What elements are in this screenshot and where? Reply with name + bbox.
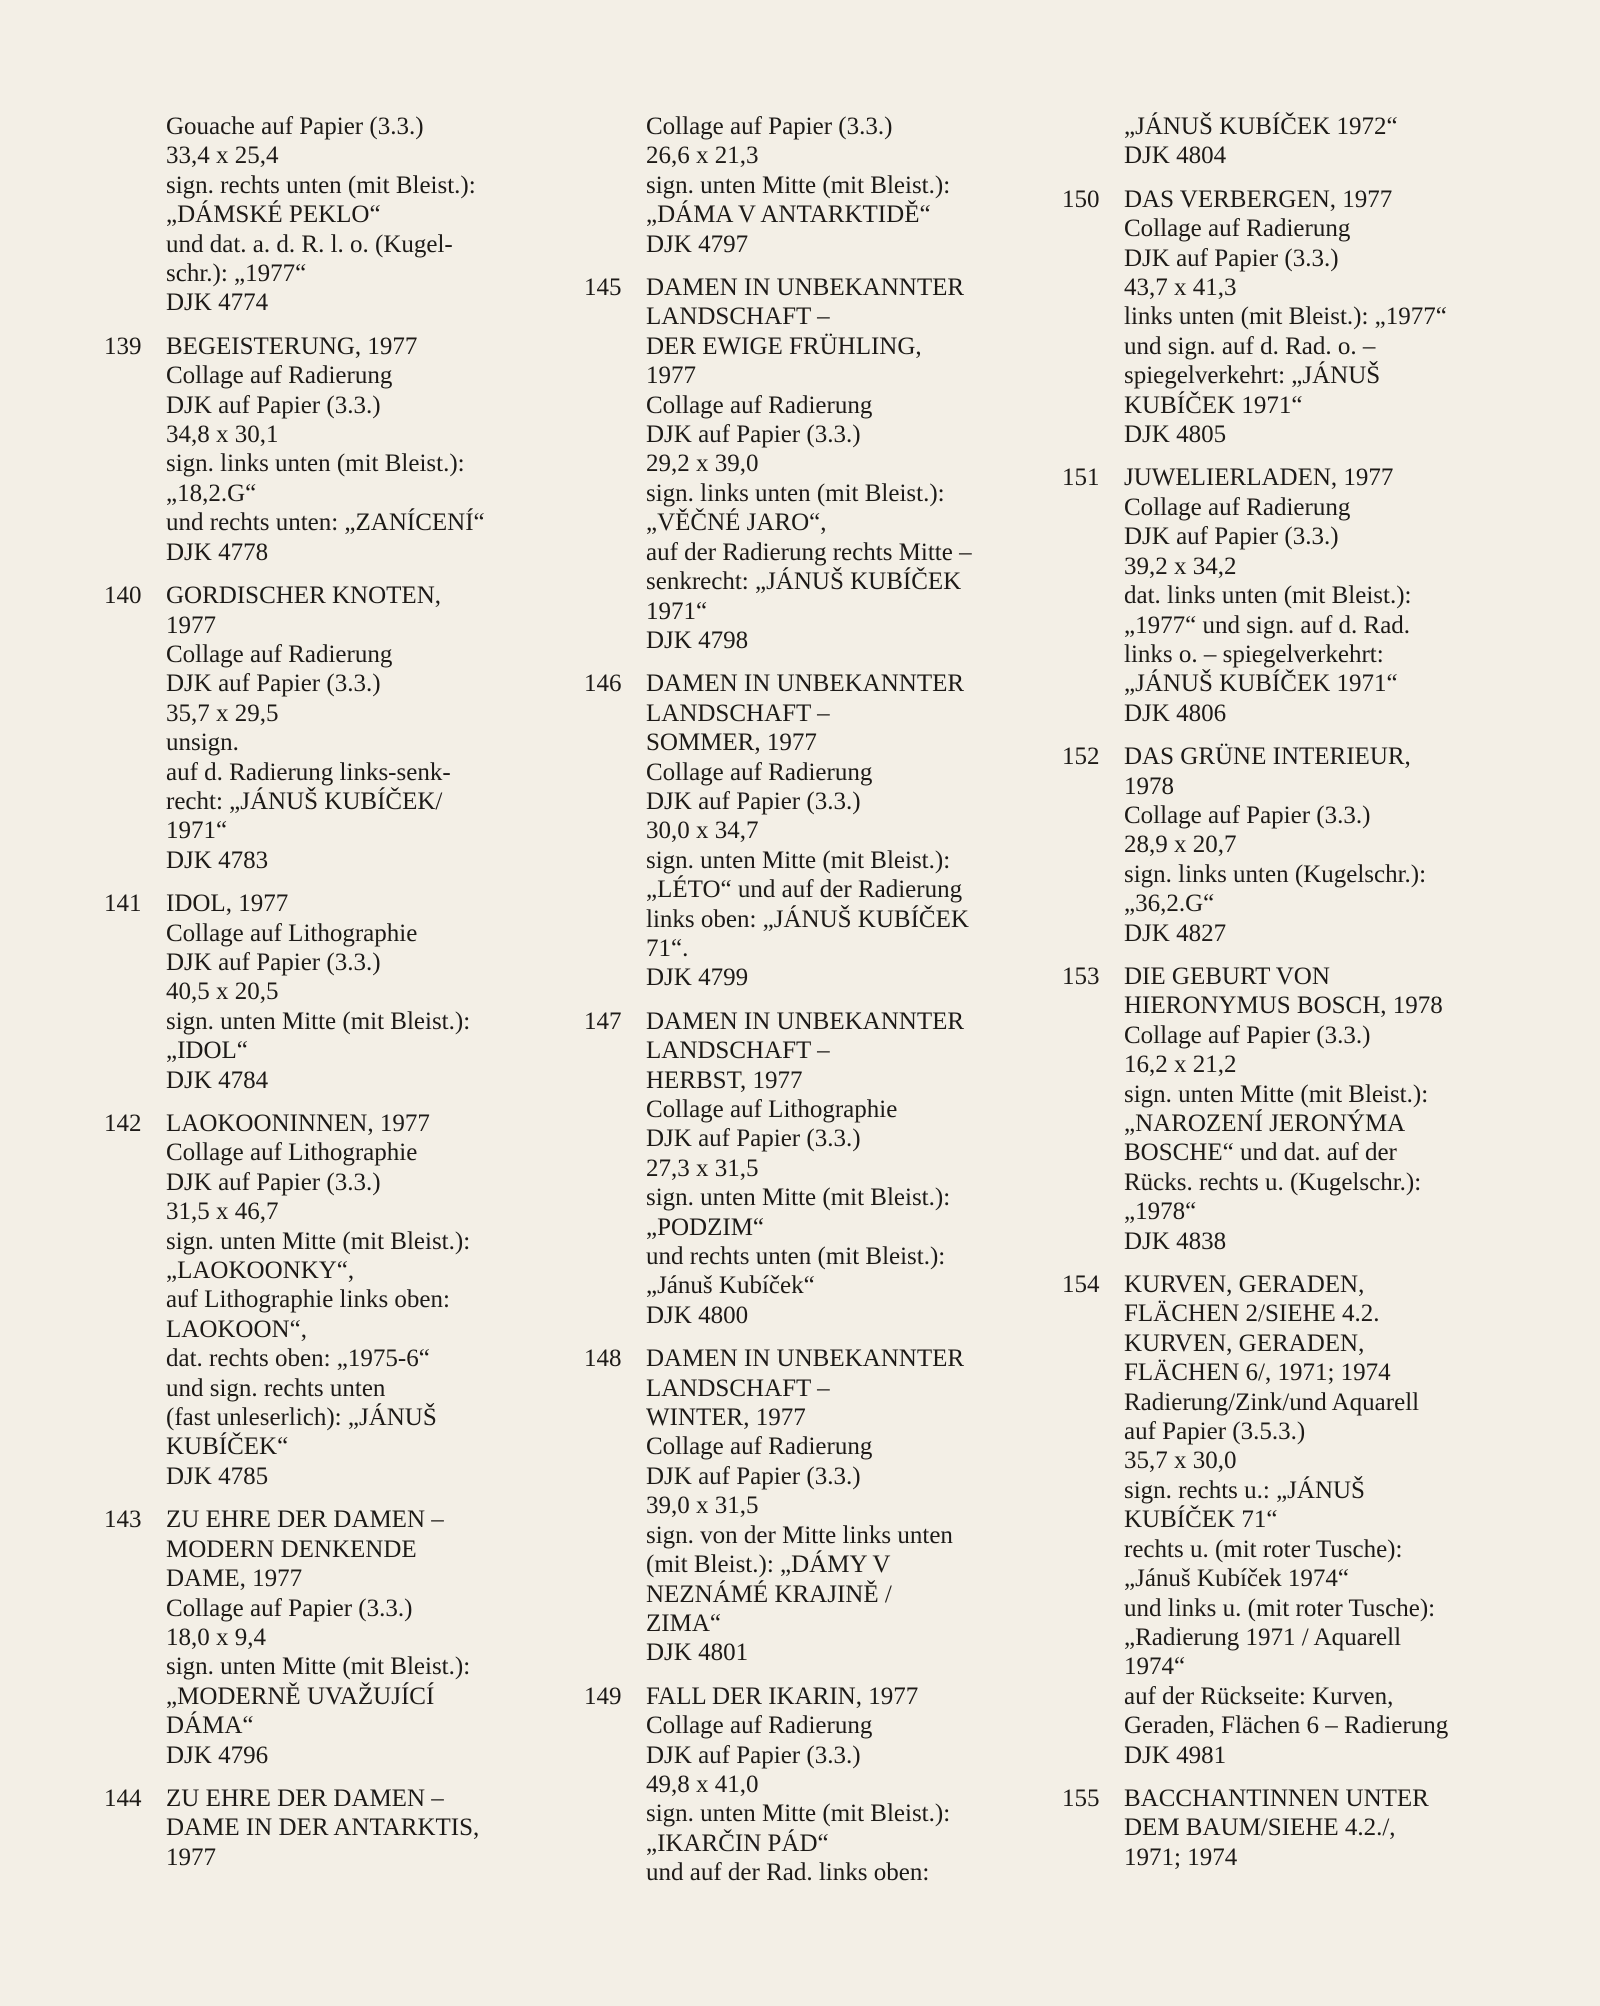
entry-line: Rücks. rechts u. (Kugelschr.): <box>1124 1168 1422 1196</box>
entry-number: 154 <box>1062 1271 1100 1299</box>
entry-line: DIE GEBURT VON <box>1124 962 1330 990</box>
entry-line: DÁMA“ <box>166 1712 254 1740</box>
entry-line: sign. unten Mitte (mit Bleist.): <box>646 846 951 874</box>
entry-line: DAME, 1977 <box>166 1565 303 1593</box>
entry-line: „JÁNUŠ KUBÍČEK 1972“ <box>1124 113 1398 140</box>
entry-line: GORDISCHER KNOTEN, <box>166 582 441 610</box>
entry-line: DJK 4827 <box>1124 919 1227 947</box>
entry-line: „36,2.G“ <box>1124 890 1215 918</box>
entry-line: DER EWIGE FRÜHLING, <box>646 332 922 360</box>
entry-number: 142 <box>104 1110 142 1137</box>
entry-line: links o. – spiegelverkehrt: <box>1124 640 1384 668</box>
catalog-entry-142 <box>104 1109 534 1491</box>
entry-line: 1974“ <box>1124 1653 1186 1681</box>
entry-line: „VĚČNÉ JARO“, <box>646 509 827 537</box>
entry-line: 40,5 x 20,5 <box>166 978 279 1006</box>
entry-line: DJK 4800 <box>646 1301 749 1329</box>
entry-line: sign. unten Mitte (mit Bleist.): <box>166 1227 471 1255</box>
entry-number: 152 <box>1062 743 1100 771</box>
entry-number: 153 <box>1062 962 1100 990</box>
entry-line: DJK 4798 <box>646 626 749 654</box>
entry-line: HERBST, 1977 <box>646 1066 803 1094</box>
entry-line: LAOKOON“, <box>166 1315 307 1343</box>
entry-line: dat. rechts oben: „1975-6“ <box>166 1345 430 1373</box>
entry-number: 146 <box>584 670 622 698</box>
catalog-entry-144 <box>104 1784 534 1872</box>
entry-line: auf Lithographie links oben: <box>166 1286 450 1314</box>
entry-line: BACCHANTINNEN UNTER <box>1124 1784 1429 1812</box>
entry-line: Collage auf Radierung <box>646 1712 873 1740</box>
entry-line: sign. unten Mitte (mit Bleist.): <box>1124 1080 1429 1108</box>
entry-line: 1971“ <box>166 817 228 845</box>
entry-text <box>166 332 534 567</box>
entry-line: „NAROZENÍ JERONÝMA <box>1124 1110 1406 1137</box>
catalog-entry-139 <box>104 332 534 567</box>
entry-line: DJK 4838 <box>1124 1227 1227 1255</box>
entry-line: DJK 4783 <box>166 846 269 874</box>
entry-line: Collage auf Radierung <box>646 1433 873 1461</box>
entry-number: 140 <box>104 582 142 610</box>
entry-line: sign. links unten (mit Bleist.): <box>166 450 465 478</box>
entry-line: 35,7 x 29,5 <box>166 699 279 727</box>
entry-line: sign. von der Mitte links unten <box>646 1521 953 1549</box>
entry-number: 139 <box>104 332 142 360</box>
entry-line: LAOKOONINNEN, 1977 <box>166 1110 430 1137</box>
entry-line: und auf der Rad. links oben: <box>646 1859 930 1887</box>
catalog-entry-152 <box>1062 742 1522 948</box>
entry-line: LANDSCHAFT – <box>646 303 830 331</box>
entry-line: unsign. <box>166 729 239 757</box>
entry-line: (mit Bleist.): „DÁMY V <box>646 1551 891 1579</box>
entry-line: DJK 4785 <box>166 1462 269 1490</box>
entry-text <box>166 1109 534 1491</box>
catalog-entry-155 <box>1062 1784 1522 1872</box>
catalog-entry-146 <box>584 669 1044 992</box>
entry-line: „LÉTO“ und auf der Radierung <box>646 876 963 904</box>
entry-line: ZIMA“ <box>646 1609 721 1637</box>
entry-line: 39,2 x 34,2 <box>1124 552 1237 580</box>
entry-line: BEGEISTERUNG, 1977 <box>166 332 418 360</box>
entry-line: sign. unten Mitte (mit Bleist.): <box>646 1184 951 1212</box>
entry-number: 155 <box>1062 1784 1100 1812</box>
entry-line: DJK 4797 <box>646 230 749 258</box>
entry-line: Geraden, Flächen 6 – Radierung <box>1124 1712 1449 1740</box>
entry-line: DAMEN IN UNBEKANNTER <box>646 1007 965 1035</box>
entry-line: „LAOKOONKY“, <box>166 1257 355 1285</box>
entry-number: 143 <box>104 1506 142 1534</box>
entry-line: und sign. auf d. Rad. o. – <box>1124 332 1376 360</box>
column-1 <box>104 112 534 1886</box>
entry-line: SOMMER, 1977 <box>646 729 817 757</box>
entry-text <box>646 273 1044 655</box>
entry-line: spiegelverkehrt: „JÁNUŠ <box>1124 362 1381 390</box>
entry-line: „1977“ und sign. auf d. Rad. <box>1124 611 1411 639</box>
catalog-entry-continued <box>584 112 1044 259</box>
entry-line: DAMEN IN UNBEKANNTER <box>646 670 965 698</box>
entry-line: DJK 4778 <box>166 538 269 566</box>
entry-line: Collage auf Radierung <box>166 640 393 668</box>
entry-line: auf Papier (3.5.3.) <box>1124 1418 1306 1446</box>
entry-line: auf der Rückseite: Kurven, <box>1124 1682 1394 1710</box>
entry-text <box>646 112 1044 259</box>
column-3 <box>1062 112 1522 1886</box>
entry-number <box>1062 112 1124 171</box>
entry-number: 151 <box>1062 464 1100 492</box>
entry-line: „DÁMA V ANTARKTIDĚ“ <box>646 201 931 229</box>
entry-text <box>166 581 534 875</box>
entry-line: Collage auf Radierung <box>1124 215 1351 243</box>
entry-line: dat. links unten (mit Bleist.): <box>1124 582 1412 610</box>
entry-line: Collage auf Papier (3.3.) <box>1124 801 1371 829</box>
entry-line: DAS GRÜNE INTERIEUR, <box>1124 743 1411 771</box>
entry-line: Collage auf Papier (3.3.) <box>166 1594 413 1622</box>
entry-line: Collage auf Lithographie <box>166 1139 418 1167</box>
entry-text <box>646 1007 1044 1330</box>
entry-line: 1978 <box>1124 772 1174 800</box>
entry-line: „1978“ <box>1124 1198 1197 1226</box>
entry-line: DAMEN IN UNBEKANNTER <box>646 274 965 302</box>
entry-text <box>1124 742 1522 948</box>
entry-line: KURVEN, GERADEN, <box>1124 1329 1365 1357</box>
entry-number: 148 <box>584 1345 622 1373</box>
entry-line: 35,7 x 30,0 <box>1124 1447 1237 1475</box>
entry-line: schr.): „1977“ <box>166 260 307 288</box>
entry-text <box>646 1344 1044 1667</box>
entry-line: Collage auf Lithographie <box>166 919 418 947</box>
catalog-entry-151 <box>1062 463 1522 728</box>
entry-line: DJK auf Papier (3.3.) <box>166 1168 381 1196</box>
entry-line: DJK 4796 <box>166 1741 269 1769</box>
entry-line: NEZNÁMÉ KRAJINĚ / <box>646 1580 892 1608</box>
entry-line: LANDSCHAFT – <box>646 1374 830 1402</box>
entry-line: sign. links unten (Kugelschr.): <box>1124 860 1427 888</box>
entry-line: auf d. Radierung links-senk- <box>166 758 451 786</box>
entry-line: DJK auf Papier (3.3.) <box>646 787 861 815</box>
entry-number: 141 <box>104 890 142 918</box>
entry-text <box>166 1784 534 1872</box>
entry-line: und sign. rechts unten <box>166 1374 386 1402</box>
entry-line: DJK auf Papier (3.3.) <box>166 948 381 976</box>
entry-line: 31,5 x 46,7 <box>166 1198 279 1226</box>
entry-line: (fast unleserlich): „JÁNUŠ <box>166 1404 437 1432</box>
entry-line: und links u. (mit roter Tusche): <box>1124 1594 1436 1622</box>
entry-line: 43,7 x 41,3 <box>1124 274 1237 302</box>
entry-line: LANDSCHAFT – <box>646 699 830 727</box>
entry-line: Collage auf Papier (3.3.) <box>1124 1021 1371 1049</box>
entry-line: sign. unten Mitte (mit Bleist.): <box>166 1007 471 1035</box>
entry-line: senkrecht: „JÁNUŠ KUBÍČEK <box>646 568 962 596</box>
entry-line: IDOL, 1977 <box>166 890 289 918</box>
entry-line: DJK 4799 <box>646 964 749 992</box>
entry-line: KUBÍČEK“ <box>166 1433 289 1461</box>
entry-line: „18,2.G“ <box>166 479 257 507</box>
entry-line: DJK 4981 <box>1124 1741 1227 1769</box>
entry-text <box>1124 185 1522 450</box>
entry-line: 27,3 x 31,5 <box>646 1154 759 1182</box>
entry-number: 147 <box>584 1007 622 1035</box>
entry-line: 39,0 x 31,5 <box>646 1492 759 1520</box>
entry-line: DAMEN IN UNBEKANNTER <box>646 1345 965 1373</box>
entry-line: ZU EHRE DER DAMEN – <box>166 1506 444 1534</box>
entry-line: 30,0 x 34,7 <box>646 817 759 845</box>
entry-text <box>166 1505 534 1770</box>
catalog-entry-148 <box>584 1344 1044 1667</box>
entry-line: 18,0 x 9,4 <box>166 1623 266 1651</box>
entry-line: DJK auf Papier (3.3.) <box>646 1741 861 1769</box>
entry-text <box>1124 463 1522 728</box>
entry-text <box>166 112 534 318</box>
entry-number: 150 <box>1062 185 1100 213</box>
entry-line: 1971; 1974 <box>1124 1843 1238 1871</box>
column-2 <box>584 112 1044 1902</box>
entry-line: DAME IN DER ANTARKTIS, <box>166 1814 480 1842</box>
entry-line: auf der Radierung rechts Mitte – <box>646 538 972 566</box>
entry-line: DJK auf Papier (3.3.) <box>646 1462 861 1490</box>
entry-line: DAS VERBERGEN, 1977 <box>1124 185 1393 213</box>
entry-line: DJK 4801 <box>646 1639 749 1667</box>
catalog-entry-147 <box>584 1007 1044 1330</box>
entry-line: 26,6 x 21,3 <box>646 142 759 170</box>
entry-line: Radierung/Zink/und Aquarell <box>1124 1388 1420 1416</box>
entry-line: links unten (mit Bleist.): „1977“ <box>1124 303 1447 331</box>
entry-number: 149 <box>584 1682 622 1710</box>
entry-line: 1977 <box>166 611 216 639</box>
entry-line: links oben: „JÁNUŠ KUBÍČEK <box>646 905 969 933</box>
entry-text <box>646 1682 1044 1888</box>
entry-line: rechts u. (mit roter Tusche): <box>1124 1535 1403 1563</box>
catalog-entry-145 <box>584 273 1044 655</box>
catalog-entry-150 <box>1062 185 1522 450</box>
entry-line: 33,4 x 25,4 <box>166 142 279 170</box>
entry-line: FLÄCHEN 6/, 1971; 1974 <box>1124 1359 1391 1387</box>
entry-line: ZU EHRE DER DAMEN – <box>166 1784 444 1812</box>
entry-line: „IKARČIN PÁD“ <box>646 1829 829 1857</box>
catalog-entry-143 <box>104 1505 534 1770</box>
entry-line: Collage auf Lithographie <box>646 1096 898 1123</box>
entry-line: DJK 4784 <box>166 1066 269 1094</box>
entry-line: und rechts unten (mit Bleist.): <box>646 1243 946 1271</box>
entry-line: sign. links unten (mit Bleist.): <box>646 479 945 507</box>
entry-line: Gouache auf Papier (3.3.) <box>166 113 424 140</box>
entry-line: 29,2 x 39,0 <box>646 450 759 478</box>
entry-line: DJK 4774 <box>166 289 269 317</box>
entry-line: „JÁNUŠ KUBÍČEK 1971“ <box>1124 670 1398 698</box>
entry-line: DJK auf Papier (3.3.) <box>166 670 381 698</box>
catalog-entry-154 <box>1062 1270 1522 1770</box>
entry-line: recht: „JÁNUŠ KUBÍČEK/ <box>166 787 443 815</box>
entry-text <box>646 669 1044 992</box>
catalog-entry-continued <box>104 112 534 318</box>
entry-text <box>1124 1784 1522 1872</box>
entry-line: und dat. a. d. R. l. o. (Kugel- <box>166 230 453 258</box>
entry-line: Collage auf Radierung <box>166 362 393 390</box>
entry-line: „PODZIM“ <box>646 1213 765 1241</box>
entry-line: KURVEN, GERADEN, <box>1124 1271 1365 1299</box>
entry-line: Collage auf Radierung <box>646 391 873 419</box>
entry-text <box>1124 962 1522 1256</box>
entry-line: LANDSCHAFT – <box>646 1037 830 1065</box>
entry-line: „Jánuš Kubíček“ <box>646 1272 815 1300</box>
entry-line: BOSCHE“ und dat. auf der <box>1124 1139 1397 1167</box>
entry-line: WINTER, 1977 <box>646 1404 806 1432</box>
entry-line: „MODERNĚ UVAŽUJÍCÍ <box>166 1682 435 1710</box>
entry-line: 1977 <box>646 362 696 390</box>
entry-line: „DÁMSKÉ PEKLO“ <box>166 201 381 229</box>
entry-text <box>1124 1270 1522 1770</box>
entry-line: Collage auf Papier (3.3.) <box>646 113 893 140</box>
entry-line: JUWELIERLADEN, 1977 <box>1124 464 1394 492</box>
entry-line: HIERONYMUS BOSCH, 1978 <box>1124 992 1443 1020</box>
entry-text <box>166 889 534 1095</box>
entry-line: MODERN DENKENDE <box>166 1535 417 1563</box>
entry-line: „Radierung 1971 / Aquarell <box>1124 1623 1402 1651</box>
entry-line: DJK 4804 <box>1124 142 1227 170</box>
entry-number <box>104 112 166 318</box>
entry-line: DJK 4806 <box>1124 699 1227 727</box>
entry-line: KUBÍČEK 1971“ <box>1124 391 1303 419</box>
entry-line: 49,8 x 41,0 <box>646 1770 759 1798</box>
entry-text <box>1124 112 1522 171</box>
entry-line: DJK auf Papier (3.3.) <box>1124 244 1339 272</box>
entry-line: KUBÍČEK 71“ <box>1124 1506 1278 1534</box>
catalog-entry-continued <box>1062 112 1522 171</box>
catalog-entry-149 <box>584 1682 1044 1888</box>
entry-number <box>584 112 646 259</box>
entry-number: 145 <box>584 274 622 302</box>
catalog-entry-153 <box>1062 962 1522 1256</box>
entry-line: sign. rechts u.: „JÁNUŠ <box>1124 1476 1365 1504</box>
entry-line: FLÄCHEN 2/SIEHE 4.2. <box>1124 1300 1380 1328</box>
entry-line: sign. unten Mitte (mit Bleist.): <box>646 1800 951 1828</box>
entry-line: 28,9 x 20,7 <box>1124 831 1237 859</box>
entry-line: FALL DER IKARIN, 1977 <box>646 1682 919 1710</box>
entry-line: sign. unten Mitte (mit Bleist.): <box>646 171 951 199</box>
catalog-entry-140 <box>104 581 534 875</box>
entry-line: Collage auf Radierung <box>1124 493 1351 521</box>
entry-line: 1977 <box>166 1843 216 1871</box>
entry-line: und rechts unten: „ZANÍCENÍ“ <box>166 509 485 537</box>
entry-line: 71“. <box>646 934 689 962</box>
entry-line: DJK 4805 <box>1124 421 1227 449</box>
entry-line: sign. unten Mitte (mit Bleist.): <box>166 1653 471 1681</box>
entry-line: Collage auf Radierung <box>646 758 873 786</box>
entry-line: DJK auf Papier (3.3.) <box>166 391 381 419</box>
entry-line: „Jánuš Kubíček 1974“ <box>1124 1565 1349 1593</box>
entry-line: 16,2 x 21,2 <box>1124 1051 1237 1079</box>
entry-line: DJK auf Papier (3.3.) <box>646 1125 861 1153</box>
entry-line: sign. rechts unten (mit Bleist.): <box>166 171 476 199</box>
entry-line: 34,8 x 30,1 <box>166 421 279 449</box>
entry-line: „IDOL“ <box>166 1037 248 1065</box>
catalog-entry-141 <box>104 889 534 1095</box>
entry-line: DJK auf Papier (3.3.) <box>1124 523 1339 551</box>
entry-line: DEM BAUM/SIEHE 4.2./, <box>1124 1814 1396 1842</box>
entry-line: 1971“ <box>646 597 708 625</box>
entry-number: 144 <box>104 1784 142 1812</box>
entry-line: DJK auf Papier (3.3.) <box>646 421 861 449</box>
